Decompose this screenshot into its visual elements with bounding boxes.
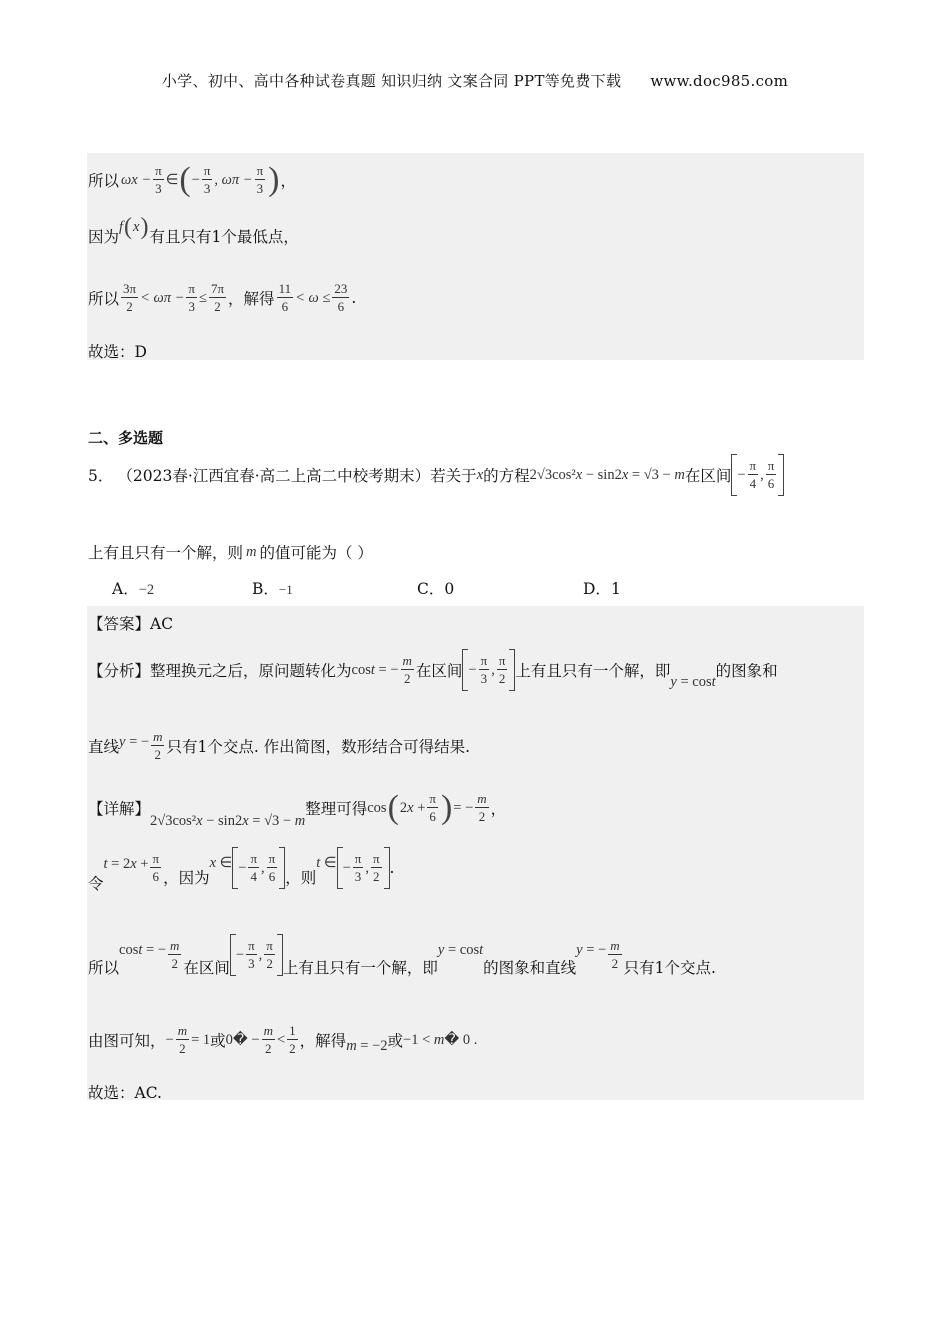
analysis-line-1: 【分析】 整理换元之后，原问题转化为 cost = − $\frac{m}{2}$ 在区间 − $\frac{\pi}{3}$ , $\frac{\pi}{2}$ 上有且只有一个解，即 y = cost 的图象和 [88,648,778,692]
question-line-2: 上有且只有一个解，则 m 的值可能为（ ） [88,543,373,562]
final-line: 故选：AC. [88,1084,162,1102]
option-d[interactable]: D．1 [583,580,621,598]
page-header [0,70,950,91]
let-line: 令 t = 2x + $\frac{\pi}{6}$ ，因为 x ∈ − $\frac{\pi}{4}$ , $\frac{\pi}{6}$ ，则 t ∈ − $\frac{\pi}{3}$ , $\frac{\pi}{2}$ . [88,846,394,890]
header-text: 小学、初中、高中各种试卷真题 知识归纳 文案合同 PPT等免费下载 [161,72,622,90]
so-line: 所以 cost = − $\frac{m}{2}$ 在区间 − $\frac{\pi}{3}$ , $\frac{\pi}{2}$ 上有且只有一个解，即 y = cost 的图象和直线 y = − $\frac{m}{2}$ 只有1个交点. [88,933,716,977]
detail-line: 【详解】 2√3cos²x − sin2x = √3 − m 整理可得 cos ( 2x + $\frac{\pi}{6}$ ) = − $\frac{m}{2}$ ， [88,789,507,829]
option-b[interactable]: B．−1 [252,580,293,598]
prev-line-2: 因为 f ( x ) 有且只有1个最低点， [88,214,299,246]
analysis-line-2: 直线 y = − $\frac{m}{2}$ 只有1个交点. 作出简图，数形结合可得结果. [88,729,471,762]
section-title: 二、多选题 [88,429,164,447]
header-site[interactable]: www.doc985.com [650,72,789,90]
prev-line-3: 所以 $\frac{3\pi}{2}$ < ωπ − $\frac{\pi}{3}$ ≤ $\frac{7\pi}{2}$ ，解得 $\frac{11}{6}$ < ω ≤ $\frac{23}{6}$ . [88,281,357,314]
prev-line-1: 所以 ωx − $\frac{\pi}{3}$ ∈ ( − $\frac{\pi}{3}$ , ωπ − $\frac{\pi}{3}$ ) ， [88,161,297,198]
answer-label: 【答案】AC [88,615,174,633]
question-line-1: 5． （2023春·江西宜春·高二上高二中校考期末）若关于 x 的方程 2√3cos²x − sin2x = √3 − m 在区间 − $\frac{\pi}{4}$ , $\frac{\pi}{6}$ [88,455,784,495]
prev-line-4: 故选：D [88,343,147,361]
option-c[interactable]: C．0 [417,580,455,598]
figure-line: 由图可知， − $\frac{m}{2}$ = 1 或 0� − $\frac{m}{2}$ < $\frac{1}{2}$ ，解得 m = −2 或 −1 < m� 0 . [88,1023,478,1056]
option-a[interactable]: A．−2 [112,580,155,598]
